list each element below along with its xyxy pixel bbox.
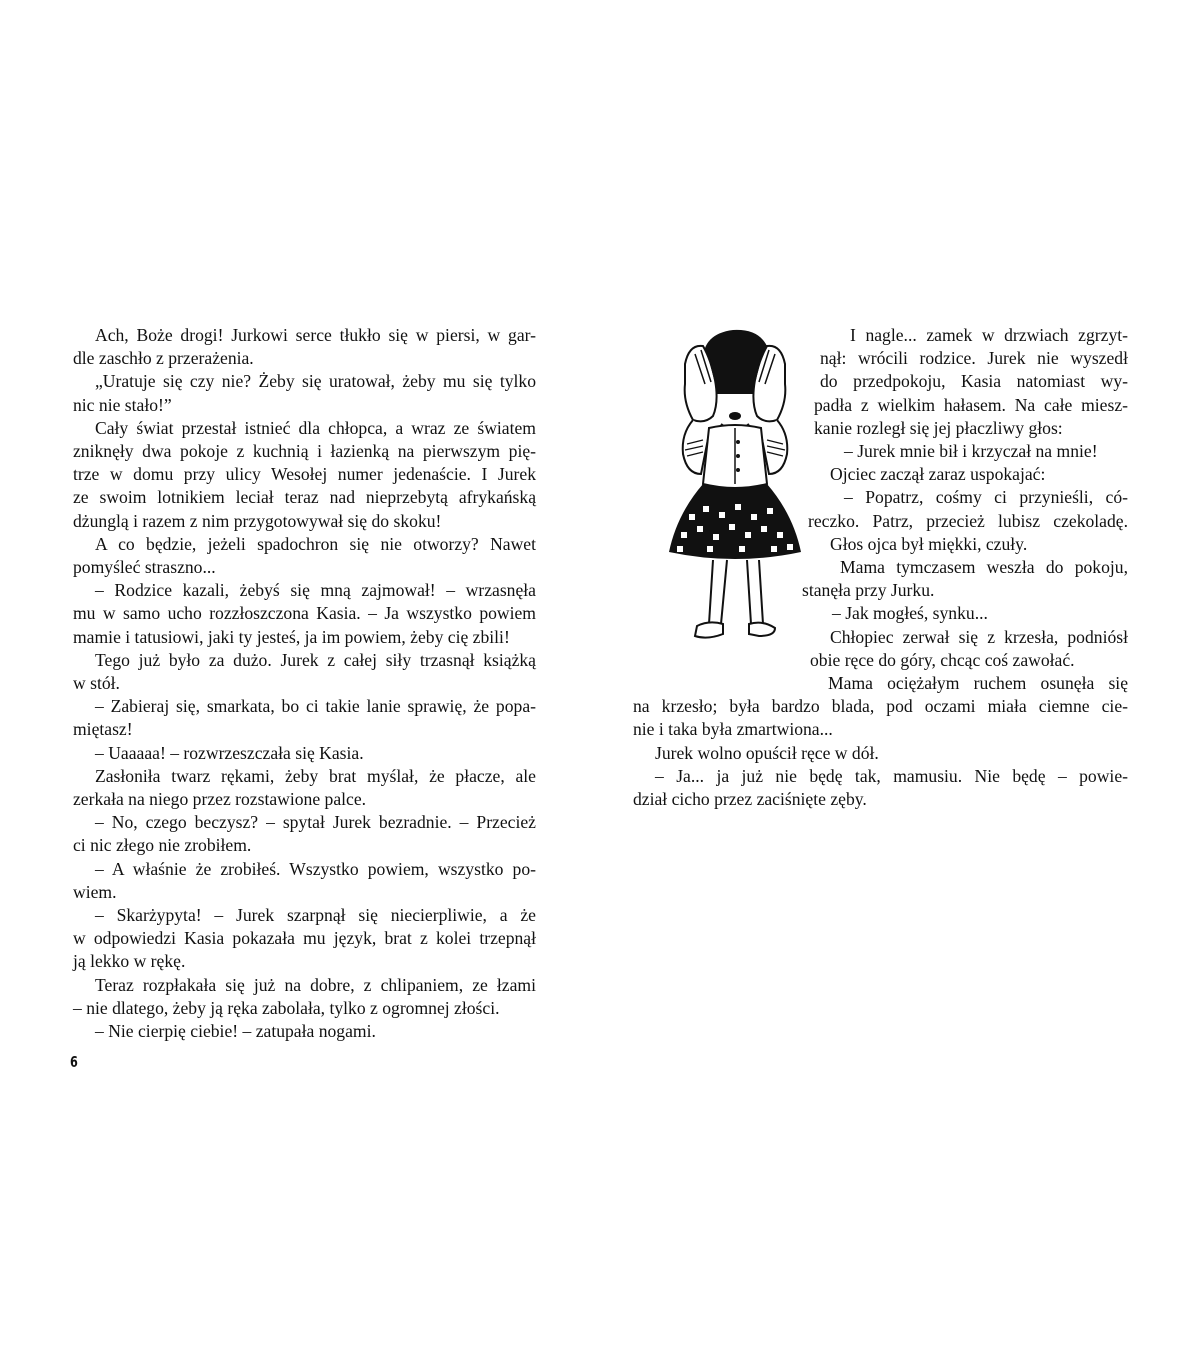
- text-line: zniknęły dwa pokoje z kuchnią i łazienką na pierwszym pię-: [73, 441, 536, 462]
- text-line: Cały świat przestał istnieć dla chłopca, a wraz ze światem: [95, 417, 536, 438]
- text-line: – Popatrz, cośmy ci przynieśli, có-: [844, 487, 1128, 508]
- text-line: zerkała na niego przez rozstawione palce.: [73, 789, 367, 810]
- text-line: – Nie cierpię ciebie! – zatupała nogami.: [95, 1021, 376, 1042]
- text-line: dział cicho przez zaciśnięte zęby.: [633, 789, 867, 809]
- text-line: nie i taka była zmartwiona...: [633, 719, 833, 740]
- text-line: pomyśleć strasznо...: [73, 557, 216, 578]
- text-line: Ach, Boże drogi! Jurkowi serce tłukło się w piersi, w gar-: [95, 325, 536, 345]
- text-line: – Jak mogłeś, synku...: [832, 603, 988, 624]
- text-line: do przedpokoju, Kasia natomiast wy-: [820, 371, 1128, 392]
- text-line: ze swoim lotnikiem leciał teraz nad nieprzebytą afrykańską: [73, 487, 536, 508]
- text-line: stanęła przy Jurku.: [802, 580, 935, 601]
- text-line: Ojciec zaczął zaraz uspokajać:: [830, 464, 1046, 485]
- text-line: Głos ojca był miękki, czuły.: [830, 533, 1028, 554]
- text-line: kanie rozległ się jej płaczliwy głos:: [814, 417, 1063, 438]
- text-line: wiem.: [73, 881, 117, 902]
- text-line: „Uratuje się czy nie? Żeby się uratował, żeby mu się tylko: [95, 371, 536, 392]
- text-line: ci nic złego nie zrobiłem.: [73, 835, 252, 856]
- text-line: ją lekko w rękę.: [73, 951, 186, 972]
- text-line: – Zabieraj się, smarkata, bo ci takie lanie sprawię, że popa-: [95, 696, 536, 717]
- text-line: dle zaschło z przerażenia.: [73, 348, 254, 369]
- text-line: I nagle... zamek w drzwiach zgrzyt-: [850, 325, 1128, 345]
- text-line: nic nie stało!”: [73, 394, 172, 415]
- text-line: – No, czego beczysz? – spytał Jurek bezradnie. – Przecież: [95, 812, 536, 833]
- text-line: A co będzie, jeżeli spadochron się nie otworzy? Nawet: [95, 533, 536, 554]
- text-line: – Uaaaaa! – rozwrzeszczała się Kasia.: [95, 742, 364, 763]
- text-line: na krzesło; była bardzo blada, pod oczami miała ciemne cie-: [633, 696, 1128, 717]
- text-line: mamie i tatusiowi, jaki ty jesteś, ja im powiem, żeby cię zbili!: [73, 626, 510, 647]
- text-line: Mama tymczasem weszła do pokoju,: [840, 557, 1128, 577]
- text-line: miętasz!: [73, 719, 133, 740]
- text-line: reczko. Patrz, przecież lubisz czekoladę.: [808, 510, 1128, 531]
- text-line: – nie dlatego, żeby ją ręka zabolała, tylko z ogromnej złości.: [73, 997, 500, 1018]
- text-line: Jurek wolno opuścił ręce w dół.: [655, 742, 879, 763]
- text-line: – A właśnie że zrobiłeś. Wszystko powiem, wszystko po-: [95, 858, 536, 879]
- text-line: nął: wrócili rodzice. Jurek nie wyszedł: [820, 348, 1128, 369]
- page-number: 6: [70, 1053, 78, 1071]
- text-line: trze w domu przy ulicy Wesołej numer jedenaście. I Jurek: [73, 464, 536, 485]
- text-line: – Rodzice kazali, żebyś się mną zajmował! – wrzasnęła: [95, 580, 536, 601]
- text-line: mu w samo ucho rozzłoszczona Kasia. – Ja wszystko powiem: [73, 603, 536, 624]
- text-line: Teraz rozpłakała się już na dobre, z chlipaniem, ze łzami: [95, 974, 536, 995]
- text-line: Zasłoniła twarz rękami, żeby brat myślał, że płacze, ale: [95, 765, 536, 786]
- text-line: w stół.: [73, 673, 120, 694]
- text-line: obie ręce do góry, chcąc coś zawołać.: [810, 649, 1075, 670]
- text-line: – Skarżypyta! – Jurek szarpnął się niecierpliwie, a że: [95, 905, 536, 926]
- text-line: Chłopiec zerwał się z krzesła, podniósł: [830, 626, 1128, 647]
- text-line: dżunglą i razem z nim przygotowywał się do skoku!: [73, 510, 442, 531]
- text-line: Mama ociężałym ruchem osunęła się: [828, 673, 1128, 693]
- text-line: Tego już było za dużo. Jurek z całej siły trzasnął książką: [95, 649, 536, 670]
- text-line: w odpowiedzi Kasia pokazała mu język, brat z kolei trzepnął: [73, 928, 536, 949]
- text-line: – Jurek mnie bił i krzyczał na mnie!: [844, 441, 1098, 461]
- text-line: padła z wielkim hałasem. Na całe miesz-: [814, 394, 1128, 415]
- text-line: – Ja... ja już nie będę tak, mamusiu. Nie będę – powie-: [655, 765, 1128, 786]
